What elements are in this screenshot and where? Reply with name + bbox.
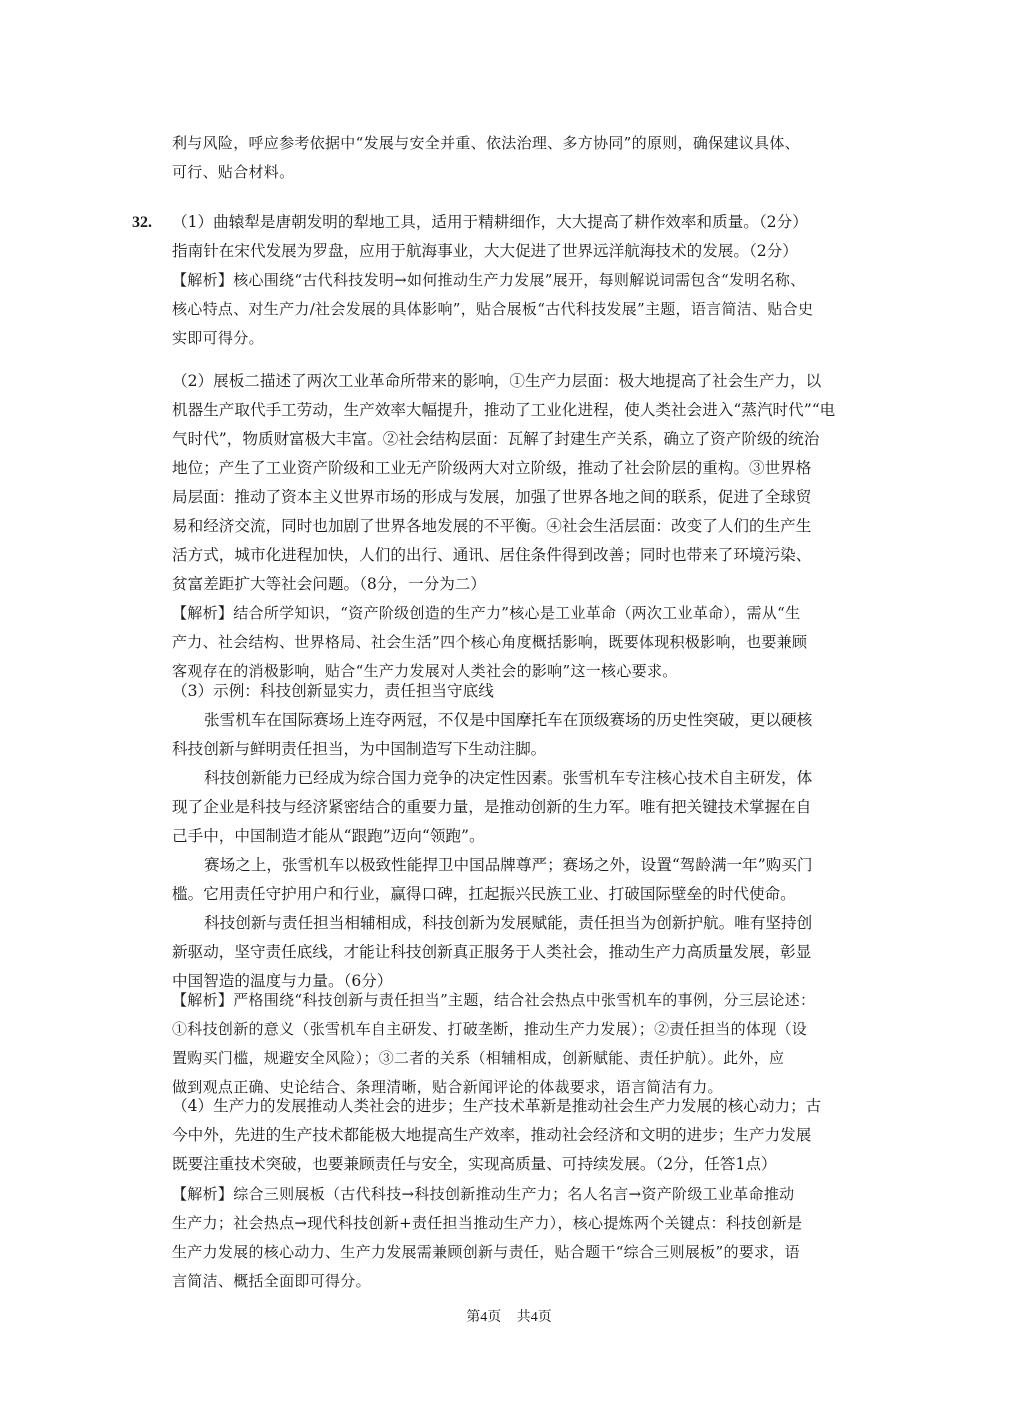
essay-line: 现了企业是科技与经济紧密结合的重要力量，是推动创新的生力军。唯有把关键技术掌握在自 [172,798,812,816]
text-line: 利与风险，呼应参考依据中“发展与安全并重、依法治理、多方协同”的原则，确保建议具体、 [172,134,800,152]
part4-analysis [172,1180,888,1296]
analysis-line: 客观存在的消极影响，贴合“生产力发展对人类社会的影响”这一核心要求。 [172,662,678,680]
page-total: 共4页 [516,1310,552,1325]
essay-line: 赛场之上，张雪机车以极致性能捍卫中国品牌尊严；赛场之外，设置“驾龄满一年”购买门 [204,856,813,874]
part3-title: （3）示例：科技创新显实力，责任担当守底线 [172,682,494,700]
part1-analysis [172,266,888,353]
analysis-line: 【解析】严格围绕“科技创新与责任担当”主题，结合社会热点中张雪机车的事例，分三层论述： [172,991,816,1009]
analysis-line: 做到观点正确、史论结合、条理清晰，贴合新闻评论的体裁要求，语言简洁有力。 [172,1078,723,1096]
analysis-line: 核心特点、对生产力/社会发展的具体影响”，贴合展板“古代科技发展”主题，语言简洁、贴合史 [172,300,814,318]
text-line: 可行、贴合材料。 [172,163,295,181]
answer-line: 活方式，城市化进程加快，人们的出行、通讯、居住条件得到改善；同时也带来了环境污染、 [172,546,812,564]
analysis-line: 实即可得分。 [172,329,264,347]
part3-analysis [172,986,888,1102]
answer-line: 既要注重技术突破，也要兼顾责任与安全，实现高质量、可持续发展。（2分，任答1点） [172,1155,777,1173]
analysis-line: 言简洁、概括全面即可得分。 [172,1272,371,1290]
essay-line: 科技创新能力已经成为综合国力竞争的决定性因素。张雪机车专注核心技术自主研发，体 [204,769,813,787]
analysis-line: 【解析】结合所学知识，“资产阶级创造的生产力”核心是工业革命（两次工业革命），需从“生 [172,604,801,622]
essay-line: 中国智造的温度与力量。（6分） [172,972,393,990]
answer-line: 指南针在宋代发展为罗盘，应用于航海事业，大大促进了世界远洋航海技术的发展。（2分） [172,242,798,260]
page-number: 第4页 [466,1310,502,1325]
question-number: 32. [132,214,152,231]
answer-line: 易和经济交流，同时也加剧了世界各地发展的不平衡。④社会生活层面：改变了人们的生产生 [172,517,812,535]
answer-line: 机器生产取代手工劳动，生产效率大幅提升，推动了工业化进程，使人类社会进入“蒸汽时代”“电 [172,401,836,419]
essay-line: 己手中，中国制造才能从“跟跑”迈向“领跑”。 [172,827,485,845]
answer-line: （4）生产力的发展推动人类社会的进步；生产技术革新是推动社会生产力发展的核心动力；古 [172,1097,822,1115]
answer-line: 地位；产生了工业资产阶级和工业无产阶级两大对立阶级，推动了社会阶层的重构。③世界格 [172,459,812,477]
part2-answer [172,367,888,599]
part4-answer [172,1092,888,1179]
analysis-line: 生产力发展的核心动力、生产力发展需兼顾创新与责任，贴合题干“综合三则展板”的要求，语 [172,1243,800,1261]
essay-line: 科技创新与责任担当相辅相成，科技创新为发展赋能，责任担当为创新护航。唯有坚持创 [204,914,813,932]
analysis-line: 置购买门槛，规避安全风险）；③二者的关系（相辅相成，创新赋能、责任护航）。此外，应 [172,1049,785,1067]
analysis-line: 【解析】核心围绕“古代科技发明→如何推动生产力发展”展开，每则解说词需包含“发明名称、 [172,271,806,289]
continued-text [172,129,888,187]
essay-line: 新驱动，坚守责任底线，才能让科技创新真正服务于人类社会，推动生产力高质量发展，彰显 [172,943,812,961]
essay-line: 张雪机车在国际赛场上连夺两冠，不仅是中国摩托车在顶级赛场的历史性突破，更以硬核 [204,711,813,729]
part3-answer [172,677,888,996]
part1-answer [172,208,888,266]
answer-line: 气时代”，物质财富极大丰富。②社会结构层面：瓦解了封建生产关系，确立了资产阶级的统治 [172,430,820,448]
page-footer [0,1308,1018,1328]
essay-line: 科技创新与鲜明责任担当，为中国制造写下生动注脚。 [172,740,547,758]
answer-line: （1）曲辕犁是唐朝发明的犁地工具，适用于精耕细作，大大提高了耕作效率和质量。（2分） [172,213,808,231]
analysis-line: 【解析】综合三则展板（古代科技→科技创新推动生产力；名人名言→资产阶级工业革命推动 [172,1185,795,1203]
analysis-line: 生产力；社会热点→现代科技创新+责任担当推动生产力），核心提炼两个关键点：科技创新是 [172,1214,803,1232]
analysis-line: ①科技创新的意义（张雪机车自主研发、打破垄断，推动生产力发展）；②责任担当的体现（设 [172,1020,808,1038]
answer-line: 局层面：推动了资本主义世界市场的形成与发展，加强了世界各地之间的联系，促进了全球贸 [172,488,812,506]
analysis-line: 产力、社会结构、世界格局、社会生活”四个核心角度概括影响，既要体现积极影响，也要兼顾 [172,633,808,651]
part2-analysis [172,599,888,686]
essay-line: 槛。它用责任守护用户和行业，赢得口碑，扛起振兴民族工业、打破国际壁垒的时代使命。 [172,885,796,903]
answer-line: 今中外，先进的生产技术都能极大地提高生产效率，推动社会经济和文明的进步；生产力发展 [172,1126,812,1144]
answer-line: （2）展板二描述了两次工业革命所带来的影响，①生产力层面：极大地提高了社会生产力，以 [172,372,822,390]
answer-line: 贫富差距扩大等社会问题。（8分，一分为二） [172,575,486,593]
